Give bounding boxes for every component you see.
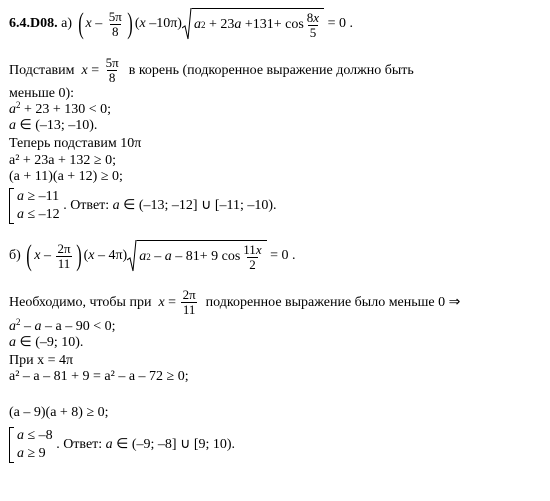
- problem-id: 6.4.D08.: [9, 16, 58, 31]
- need-line: Необходимо, чтобы при x = $\frac{2\pi}{11}$ подкоренное выражение было меньше 0 ⇒: [9, 287, 461, 317]
- problem-b-statement: б) ( x – $\frac{2\pi}{11}$ ) ( x – 4π) a 2 – a – 81+ 9 cos $\frac{11x}{2}$ = 0 .: [9, 239, 296, 272]
- part-a-label: а): [61, 16, 73, 31]
- a-ineq2: a² + 23a + 132 ≥ 0;: [9, 153, 116, 168]
- root-a: a 2 + 23 a +131+ cos $\frac{8x}{5}$: [182, 8, 324, 40]
- problem-a-statement: 6.4.D08. а) ( x – $\frac{5\pi}{8}$ ) ( x –10π) a 2 + 23 a +131+ cos $\frac{8x}{5}$ = 0 .: [9, 7, 353, 40]
- b-factor: (a – 9)(a + 8) ≥ 0;: [9, 405, 109, 420]
- b-system-answer: a ≤ –8 a ≥ 9 . Ответ: a ∈ (–9; –8] ∪ [9; 10).: [9, 427, 235, 463]
- a-factor: (a + 11)(a + 12) ≥ 0;: [9, 169, 123, 184]
- a-ineq1: $a^2 + 23 + 130 < 0$;: [9, 100, 112, 117]
- now-subst: Теперь подставим 10π: [9, 136, 142, 151]
- answer-a-label: . Ответ:: [63, 198, 110, 214]
- answer-b-label: . Ответ:: [56, 437, 103, 453]
- subst-line: Подставим x = $\frac{5\pi}{8}$ в корень (подкоренное выражение должно быть: [9, 55, 414, 85]
- subst-cont: меньше 0):: [9, 86, 74, 101]
- b-range1: a ∈ (–9; 10).: [9, 335, 84, 350]
- a-system-answer: a ≥ –11 a ≤ –12 . Ответ: a ∈ (–13; –12] ∪ [–11; –10).: [9, 188, 277, 224]
- b-ineq1: $a^2 - a - a - 90 < 0$;: [9, 317, 116, 334]
- at-x: При x = 4π: [9, 353, 74, 368]
- part-b-label: б): [9, 248, 21, 263]
- b-ineq2: a² – a – 81 + 9 = a² – a – 72 ≥ 0;: [9, 369, 189, 384]
- answer-b: (–9; –8] ∪ [9; 10).: [131, 437, 236, 453]
- a-range1: a ∈ (–13; –10).: [9, 118, 98, 133]
- root-b: a 2 – a – 81+ 9 cos $\frac{11x}{2}$: [127, 240, 266, 272]
- answer-a: (–13; –12] ∪ [–11; –10).: [138, 198, 277, 214]
